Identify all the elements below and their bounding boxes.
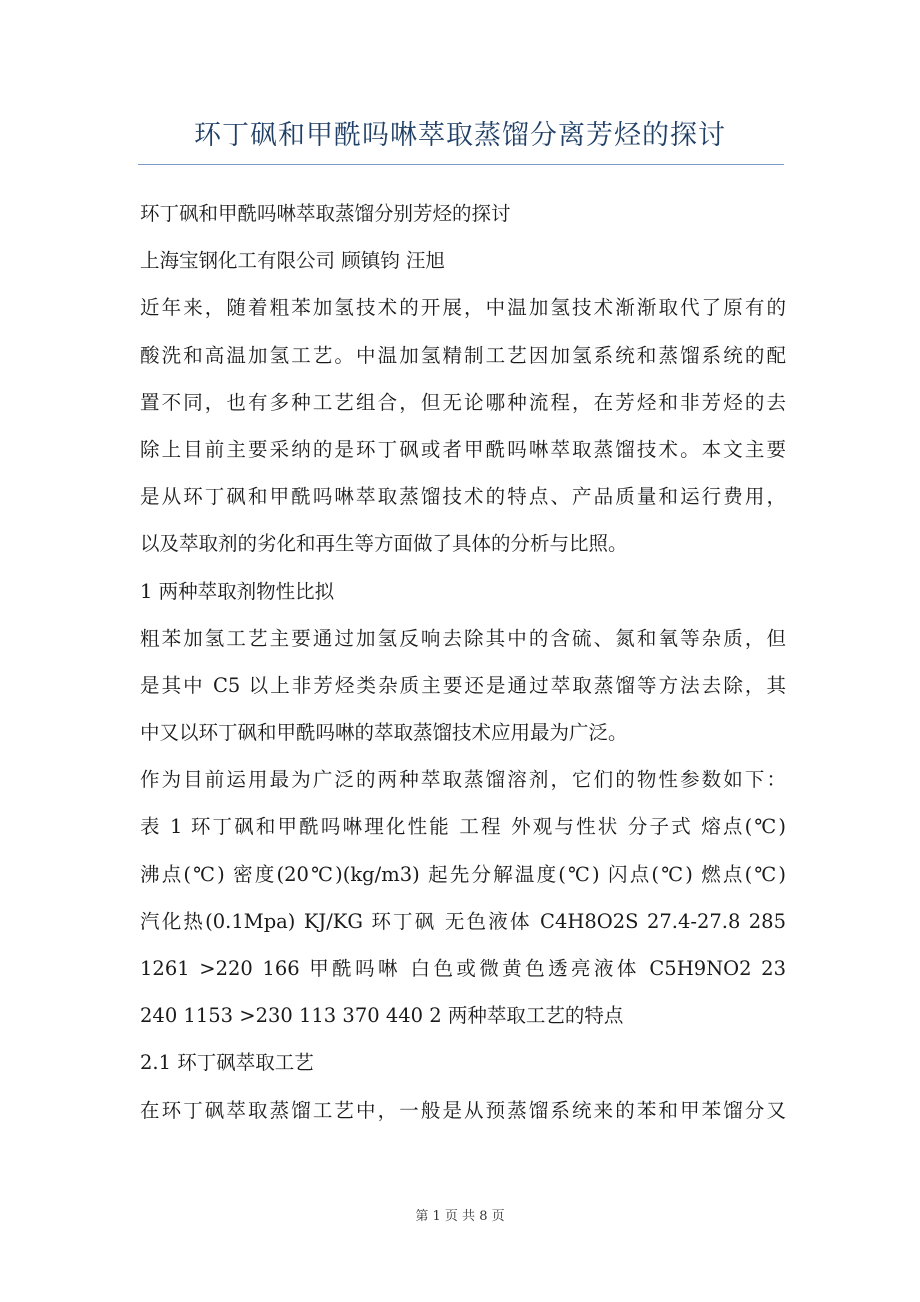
body-line: 酸洗和高温加氢工艺。中温加氢精制工艺因加氢系统和蒸馏系统的配 [140,343,786,367]
body-line: 以及萃取剂的劣化和再生等方面做了具体的分析与比照。 [140,532,628,556]
body-line: 是从环丁砜和甲酰吗啉萃取蒸馏技术的特点、产品质量和运行费用， [140,485,786,509]
page-footer: 第 1 页 共 8 页 [415,1209,505,1224]
section-heading: 2.1 环丁砜萃取工艺 [140,1051,314,1075]
body-line: 除上目前主要采纳的是环丁砜或者甲酰吗啉萃取蒸馏技术。本文主要 [140,437,786,461]
body-line: 汽化热(0.1Mpa) KJ/KG 环丁砜 无色液体 C4H8O2S 27.4-27.8 285 [140,909,786,933]
body-line: 是其中 C5 以上非芳烃类杂质主要还是通过萃取蒸馏等方法去除，其 [140,673,786,697]
body-line: 在环丁砜萃取蒸馏工艺中，一般是从预蒸馏系统来的苯和甲苯馏分又 [140,1098,786,1122]
body-line: 作为目前运用最为广泛的两种萃取蒸馏溶剂，它们的物性参数如下： [140,768,786,792]
document-title: 环丁砜和甲酰吗啉萃取蒸馏分离芳烃的探讨 [194,120,726,151]
title-underline [138,164,784,165]
body-line: 沸点(℃) 密度(20℃)(kg/m3) 起先分解温度(℃) 闪点(℃) 燃点(℃) [140,862,786,886]
body-line: 粗苯加氢工艺主要通过加氢反响去除其中的含硫、氮和氧等杂质，但 [140,626,786,650]
document-body [140,190,786,1134]
body-line: 置不同，也有多种工艺组合，但无论哪种流程，在芳烃和非芳烃的去 [140,390,786,414]
body-line: 表 1 环丁砜和甲酰吗啉理化性能 工程 外观与性状 分子式 熔点(℃) [140,815,786,839]
body-line: 环丁砜和甲酰吗啉萃取蒸馏分别芳烃的探讨 [140,202,511,225]
body-line: 近年来，随着粗苯加氢技术的开展，中温加氢技术渐渐取代了原有的 [140,296,786,320]
body-line: 1261 >220 166 甲酰吗啉 白色或微黄色透亮液体 C5H9NO2 23 [140,957,786,980]
body-line: 240 1153 >230 113 370 440 2 两种萃取工艺的特点 [140,1004,624,1028]
body-line: 上海宝钢化工有限公司 顾镇钧 汪旭 [140,249,445,273]
section-heading: 1 两种萃取剂物性比拟 [140,579,335,603]
body-line: 中又以环丁砜和甲酰吗啉的萃取蒸馏技术应用最为广泛。 [140,721,628,745]
